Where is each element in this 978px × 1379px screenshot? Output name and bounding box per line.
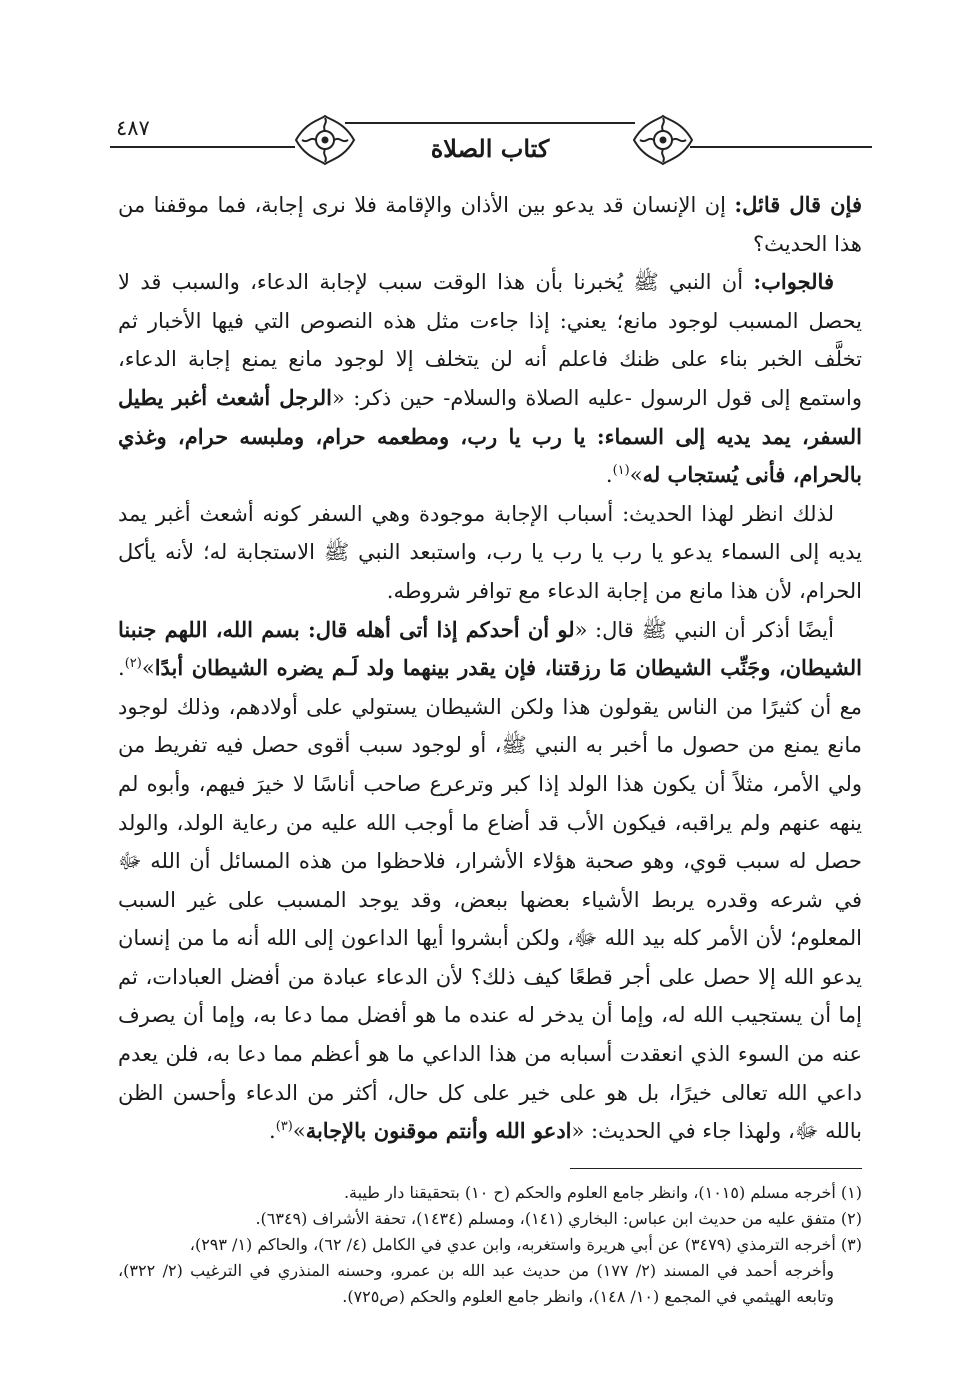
- quote-close: »: [629, 463, 643, 488]
- answer-text: أن النبي ﷺ يُخبرنا بأن هذا الوقت سبب لإجابة الدعاء، والسبب قد لا يحصل المسبب لوجود مانع؛ يعني: إذا جاءت مثل هذه النصوص التي فيها الأخبار ثم تخلَّف الخبر بناء على ظنك فاعلم أنه لن يتخلف إلا لوجود مانع يمنع إجابة الدعاء، واستمع إلى قول الرسول -عليه الصلاة والسلام- حين ذكر: «: [118, 270, 862, 410]
- hadith-quote: لو أن أحدكم إذا أتى أهله قال: بسم الله، اللهم جنبنا الشيطان، وجَنِّب الشيطان مَا رزقتنا، فإن يقدر بينهما ولد لَـم يضره الشيطان أبدًا: [118, 616, 862, 681]
- footnote-ref-3: (٣): [275, 1119, 293, 1135]
- answer-tail: .: [605, 463, 613, 488]
- header-rule-middle: [345, 122, 635, 124]
- answer-lead: فالجواب:: [753, 269, 834, 295]
- footnote-ref-2: (٢): [124, 656, 142, 672]
- example-pre: أيضًا أذكر أن النبي ﷺ قال: «: [574, 617, 834, 642]
- main-text: [118, 186, 862, 1151]
- example-tail: .: [269, 1119, 276, 1144]
- chapter-title: كتاب الصلاة: [430, 134, 550, 163]
- footnote-3-continued: وأخرجه أحمد في المسند (٢/ ١٧٧) من حديث عبد الله بن عمرو، وحسنه المنذري في الترغيب (٢/ ٣٢٢)، وتابعه الهيثمي في المجمع (١٠/ ١٤٨)، وانظر جامع العلوم والحكم (ص٧٢٥).: [118, 1261, 835, 1306]
- hadith-quote: ادعو الله وأنتم موقنون بالإجابة: [305, 1118, 572, 1144]
- quote-close: »: [141, 656, 155, 681]
- question-lead: فإن قال قائل:: [734, 192, 862, 217]
- question-text: إن الإنسان قد يدعو بين الأذان والإقامة فلا نرى إجابة، فما موقفنا من هذا الحديث؟: [118, 193, 862, 256]
- paragraph-answer: [118, 263, 862, 495]
- example-text: . مع أن كثيرًا من الناس يقولون هذا ولكن الشيطان يستولي على أولادهم، وذلك لوجود مانع يمنع من حصول ما أخبر به النبي ﷺ، أو لوجود سبب أقوى حصل فيه تفريط من ولي الأمر، مثلاً أن يكون هذا الولد إذا كبر وترعرع صاحب أناسًا لا خيرَ فيهم، وأبوه لم ينهه عنهم ولم يراقبه، فيكون الأب قد أضاع ما أوجب الله عليه من رعاية الولد، والولد حصل له سبب قوي، وهو صحبة هؤلاء الأشرار، فلاحظوا من هذه المسائل أن الله ﷻ في شرعه وقدره يربط الأشياء بعضها ببعض، وقد يوجد المسبب على غير السبب المعلوم؛ لأن الأمر كله بيد الله ﷻ، ولكن أبشروا أيها الداعون إلى الله أنه ما من إنسان يدعو الله إلا حصل على أجر قطعًا كيف ذلك؟ لأن الدعاء عبادة من أفضل العبادات، ثم إما أن يستجيب الله له، وإما أن يدخر له عنده ما هو أفضل مما دعا به، وإما أن يصرف عنه من السوء الذي انعقدت أسبابه من هذا الداعي ما هو أعظم مما دعا به، فلن يعدم داعي الله تعالى خيرًا، بل هو على خير على كل حال، أكثر من الدعاء وأحسن الظن بالله ﷻ، ولهذا جاء في الحديث: «: [118, 656, 862, 1144]
- header-rule-left: [110, 146, 295, 148]
- footnotes: [118, 1180, 862, 1310]
- footnote-ref-1: (١): [612, 463, 630, 479]
- paragraph-example: [118, 611, 862, 1151]
- paragraph-explanation: [118, 495, 862, 611]
- header-rule-right: [690, 146, 872, 148]
- footnote-separator: [570, 1168, 862, 1169]
- paragraph-question: [118, 186, 862, 263]
- quote-close: »: [292, 1119, 306, 1144]
- floral-ornament-icon: [630, 112, 696, 168]
- page-number: ٤٨٧: [116, 116, 150, 140]
- hadith-quote: الرجل أشعث أغبر يطيل السفر، يمد يديه إلى السماء: يا رب يا رب، ومطعمه حرام، وملبسه حرام، وغذي بالحرام، فأنى يُستجاب له: [118, 384, 862, 488]
- explanation-text: لذلك انظر لهذا الحديث: أسباب الإجابة موجودة وهي السفر كونه أشعث أغبر يمد يديه إلى السماء يدعو يا رب يا رب يا رب، واستبعد النبي ﷺ الاستجابة له؛ لأنه يأكل الحرام، لأن هذا مانع من إجابة الدعاء مع توافر شروطه.: [118, 501, 862, 603]
- footnote-1: (١) أخرجه مسلم (١٠١٥)، وانظر جامع العلوم والحكم (ح ١٠) بتحقيقنا دار طيبة.: [343, 1183, 862, 1202]
- running-header: [110, 112, 872, 172]
- footnote-2: (٢) متفق عليه من حديث ابن عباس: البخاري (١٤١)، ومسلم (١٤٣٤)، تحفة الأشراف (٦٣٤٩).: [255, 1209, 862, 1228]
- footnote-3: (٣) أخرجه الترمذي (٣٤٧٩) عن أبي هريرة واستغربه، وابن عدي في الكامل (٤/ ٦٢)، والحاكم (١/ ٢٩٣)،: [189, 1235, 862, 1254]
